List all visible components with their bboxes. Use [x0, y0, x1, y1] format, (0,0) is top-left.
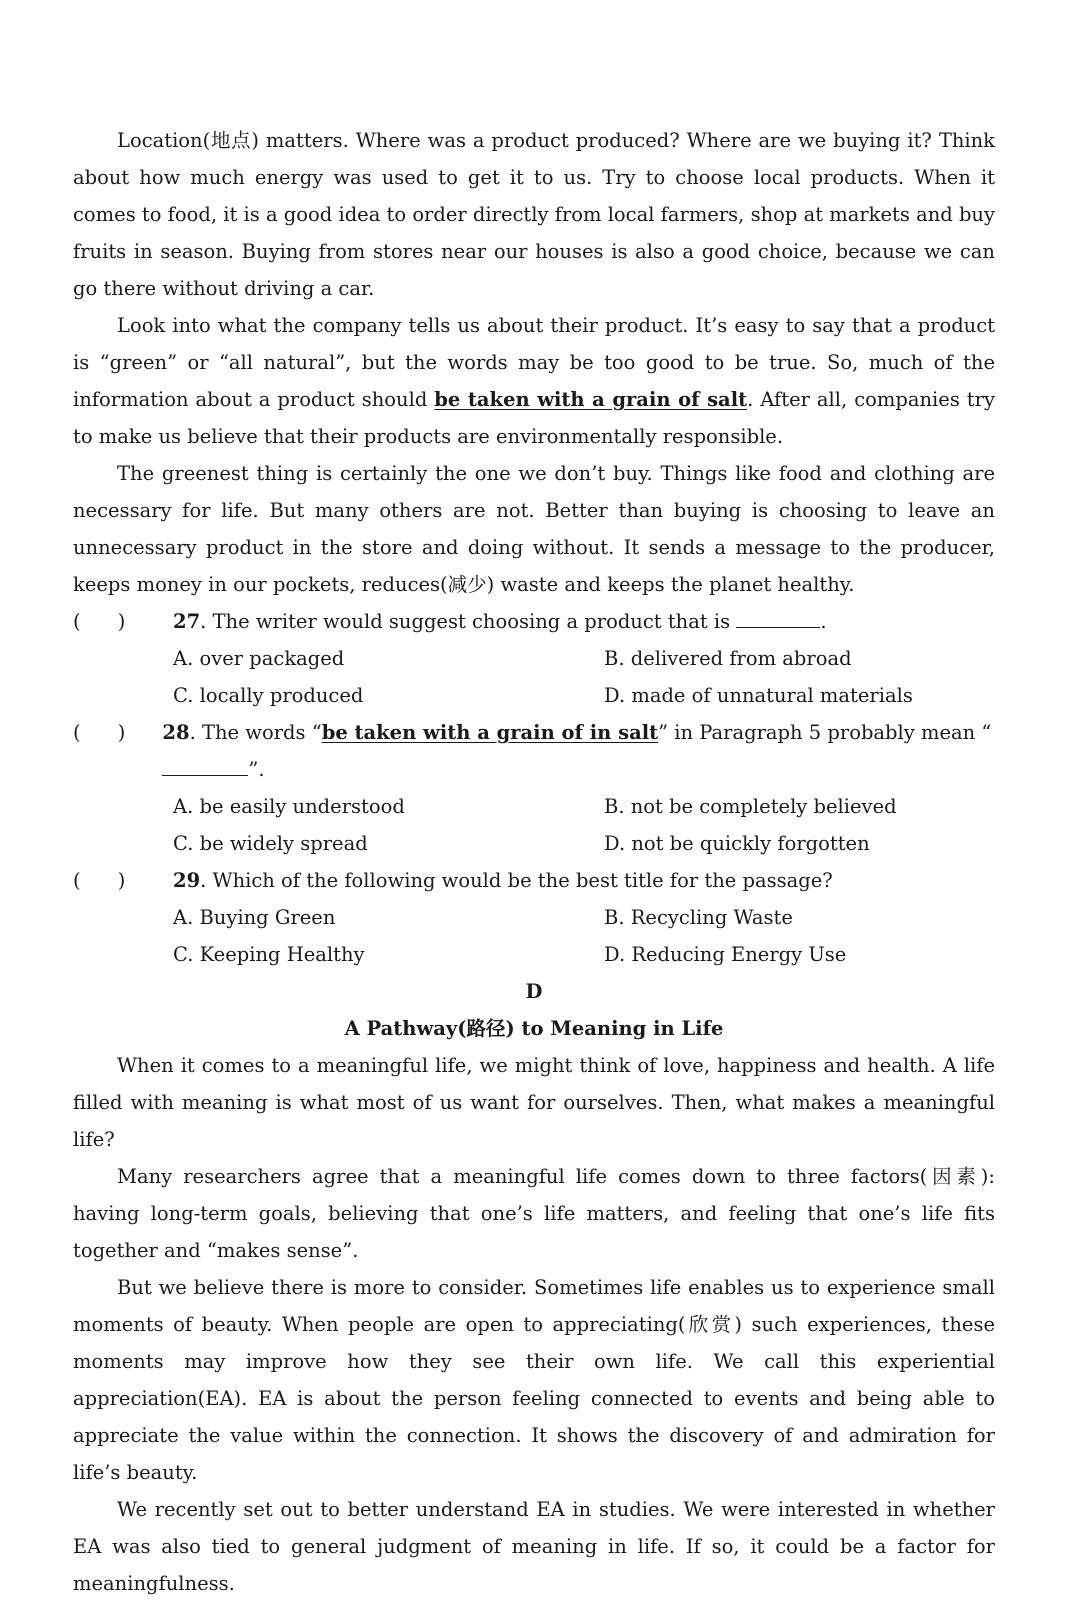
question-28-options — [73, 788, 995, 862]
answer-bracket: ( ) — [73, 869, 126, 892]
question-28 — [73, 714, 995, 788]
question-stem — [162, 714, 995, 788]
option-b: B. delivered from abroad — [604, 647, 852, 670]
question-27-options — [73, 640, 995, 714]
question-stem — [173, 862, 833, 899]
option-a: A. be easily understood — [173, 795, 405, 818]
question-29-options — [73, 899, 995, 973]
question-27 — [73, 603, 995, 640]
stem-text: . The writer would suggest choosing a product that is — [200, 610, 737, 633]
option-b: B. Recycling Waste — [604, 906, 793, 929]
option-c: C. Keeping Healthy — [173, 943, 365, 966]
option-d: D. made of unnatural materials — [604, 684, 913, 707]
answer-blank — [162, 753, 248, 776]
underlined-phrase: be taken with a grain of in salt — [321, 721, 659, 744]
stem-text: ”. — [248, 758, 265, 781]
question-stem — [173, 603, 827, 640]
paragraph-text: Look into what the company tells us about their product. It’s easy to say that a product is “green” or “all natural”, but the words may be too good to be true. So, much of the information about a product should — [73, 314, 995, 411]
stem-text: . Which of the following would be the best title for the passage? — [200, 869, 833, 892]
passage-c-paragraph-1: Location(地点) matters. Where was a product produced? Where are we buying it? Think about how much energy was used to get it to us. Try to choose local products. When it comes to food, it is a good idea to order directly from local farmers, shop at markets and buy fruits in season. Buying from stores near our houses is also a good choice, because we can go there without driving a car. — [73, 129, 995, 300]
section-letter: D — [525, 980, 543, 1003]
option-d: D. not be quickly forgotten — [604, 832, 870, 855]
answer-bracket: ( ) — [73, 610, 126, 633]
option-c: C. be widely spread — [173, 832, 368, 855]
passage-d-paragraph-1: When it comes to a meaningful life, we might think of love, happiness and health. A life filled with meaning is what most of us want for ourselves. Then, what makes a meaningful life? — [73, 1054, 995, 1151]
passage-d-paragraph-3: But we believe there is more to consider. Sometimes life enables us to experience small moments of beauty. When people are open to appreciating(欣赏) such experiences, these moments may improve how they see their own life. We call this experiential appreciation(EA). EA is about the person feeling connected to events and being able to appreciate the value within the connection. It shows the discovery of and admiration for life’s beauty. — [73, 1276, 995, 1484]
paragraph-text: . After all, companies try to make us believe that their products are environmentally responsible. — [73, 388, 995, 448]
passage-c-paragraph-3: The greenest thing is certainly the one we don’t buy. Things like food and clothing are necessary for life. But many others are not. Better than buying is choosing to leave an unnecessary product in the store and doing without. It sends a message to the producer, keeps money in our pockets, reduces(减少) waste and keeps the planet healthy. — [73, 462, 995, 596]
option-d: D. Reducing Energy Use — [604, 943, 847, 966]
question-number: 29 — [173, 869, 201, 892]
answer-bracket: ( ) — [73, 721, 126, 744]
question-number: 28 — [162, 721, 190, 744]
question-29 — [73, 862, 995, 899]
passage-c-paragraph-2 — [73, 307, 995, 455]
stem-text: ” in Paragraph 5 probably mean “ — [658, 721, 992, 744]
exam-page — [73, 122, 995, 1602]
passage-title: A Pathway(路径) to Meaning in Life — [344, 1017, 724, 1040]
option-a: A. over packaged — [173, 647, 345, 670]
stem-text: . The words “ — [189, 721, 322, 744]
passage-d-paragraph-2: Many researchers agree that a meaningful life comes down to three factors(因素): having long-term goals, believing that one’s life matters, and feeling that one’s life fits together and “makes sense”. — [73, 1165, 995, 1262]
underlined-phrase: be taken with a grain of salt — [434, 388, 748, 411]
option-a: A. Buying Green — [173, 906, 336, 929]
stem-text: . — [820, 610, 827, 633]
answer-blank — [736, 605, 820, 628]
option-c: C. locally produced — [173, 684, 364, 707]
option-b: B. not be completely believed — [604, 795, 897, 818]
passage-d-paragraph-4: We recently set out to better understand EA in studies. We were interested in whether EA was also tied to general judgment of meaning in life. If so, it could be a factor for meaningfulness. — [73, 1498, 995, 1595]
question-number: 27 — [173, 610, 201, 633]
